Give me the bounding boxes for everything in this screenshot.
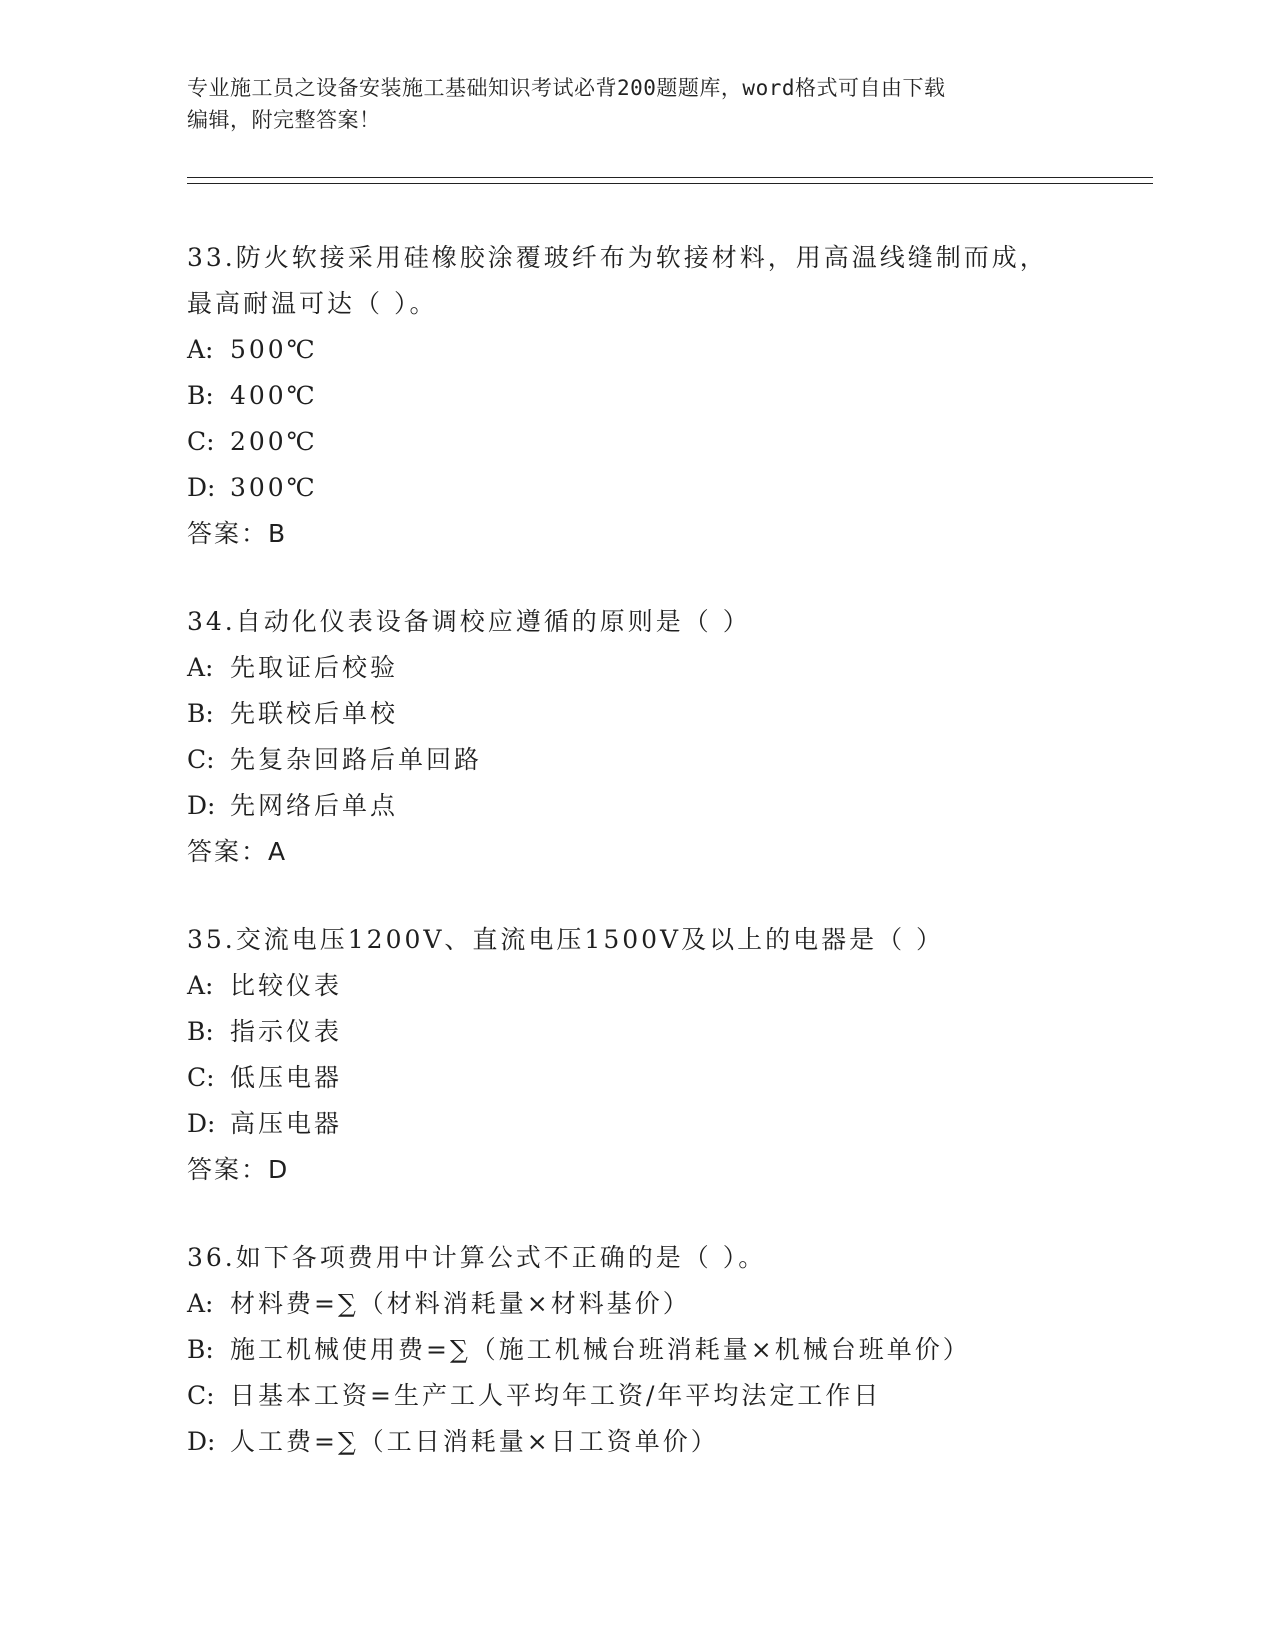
option-d	[187, 1419, 1087, 1465]
option-letter: D:	[187, 791, 216, 820]
option-letter: B:	[187, 381, 214, 410]
option-text: 材料费=∑（材料消耗量×材料基价）	[230, 1289, 691, 1318]
answer-label: 答案：B	[187, 519, 288, 548]
option-a	[187, 1281, 1087, 1327]
question-stem-line: 34.自动化仪表设备调校应遵循的原则是（ ）	[187, 607, 751, 636]
header-title-line-1: 专业施工员之设备安装施工基础知识考试必背200题题库，word格式可自由下载	[187, 76, 946, 100]
document-header	[187, 72, 1067, 136]
option-letter: A:	[187, 335, 214, 364]
option-a	[187, 963, 1087, 1009]
question-36	[187, 1235, 1087, 1465]
option-a	[187, 645, 1087, 691]
option-letter: C:	[187, 1063, 215, 1092]
option-text: 200℃	[230, 427, 318, 456]
option-text: 日基本工资=生产工人平均年工资/年平均法定工作日	[230, 1381, 882, 1410]
header-divider-thick	[187, 177, 1153, 178]
option-d	[187, 1101, 1087, 1147]
option-b	[187, 373, 1087, 419]
header-title-line-2: 编辑，附完整答案！	[187, 108, 381, 132]
option-letter: A:	[187, 1289, 214, 1318]
option-letter: D:	[187, 1427, 216, 1456]
option-letter: B:	[187, 1017, 214, 1046]
option-text: 人工费=∑（工日消耗量×日工资单价）	[230, 1427, 719, 1456]
option-c	[187, 1373, 1087, 1419]
option-text: 指示仪表	[230, 1017, 343, 1046]
header-divider-thin	[187, 183, 1153, 184]
option-letter: D:	[187, 473, 216, 502]
question-stem-line: 36.如下各项费用中计算公式不正确的是（ ）。	[187, 1243, 767, 1272]
option-a	[187, 327, 1087, 373]
option-text: 先取证后校验	[230, 653, 399, 682]
question-stem	[187, 235, 1087, 327]
option-letter: D:	[187, 1109, 216, 1138]
option-b	[187, 691, 1087, 737]
option-text: 低压电器	[230, 1063, 343, 1092]
option-letter: A:	[187, 653, 214, 682]
option-text: 先网络后单点	[230, 791, 399, 820]
option-text: 400℃	[230, 381, 318, 410]
option-d	[187, 783, 1087, 829]
option-c	[187, 1055, 1087, 1101]
option-text: 500℃	[230, 335, 318, 364]
option-c	[187, 737, 1087, 783]
option-letter: B:	[187, 1335, 214, 1364]
option-text: 施工机械使用费=∑（施工机械台班消耗量×机械台班单价）	[230, 1335, 971, 1364]
option-text: 300℃	[230, 473, 318, 502]
question-stem-line: 33.防火软接采用硅橡胶涂覆玻纤布为软接材料，用高温线缝制而成，	[187, 243, 1048, 272]
question-35	[187, 917, 1087, 1193]
option-text: 比较仪表	[230, 971, 343, 1000]
question-list	[187, 235, 1087, 1507]
question-stem	[187, 599, 1087, 645]
question-stem	[187, 1235, 1087, 1281]
question-stem	[187, 917, 1087, 963]
option-letter: C:	[187, 1381, 215, 1410]
question-stem-line: 35.交流电压1200V、直流电压1500V及以上的电器是（ ）	[187, 925, 945, 954]
option-text: 先复杂回路后单回路	[230, 745, 483, 774]
answer-label: 答案：A	[187, 837, 288, 866]
option-b	[187, 1009, 1087, 1055]
option-b	[187, 1327, 1087, 1373]
option-letter: B:	[187, 699, 214, 728]
option-d	[187, 465, 1087, 511]
option-text: 高压电器	[230, 1109, 343, 1138]
option-c	[187, 419, 1087, 465]
question-33	[187, 235, 1087, 557]
question-34	[187, 599, 1087, 875]
option-letter: A:	[187, 971, 214, 1000]
option-letter: C:	[187, 427, 215, 456]
option-letter: C:	[187, 745, 215, 774]
option-text: 先联校后单校	[230, 699, 399, 728]
answer-label: 答案：D	[187, 1155, 290, 1184]
question-stem-line: 最高耐温可达（ ）。	[187, 289, 438, 318]
